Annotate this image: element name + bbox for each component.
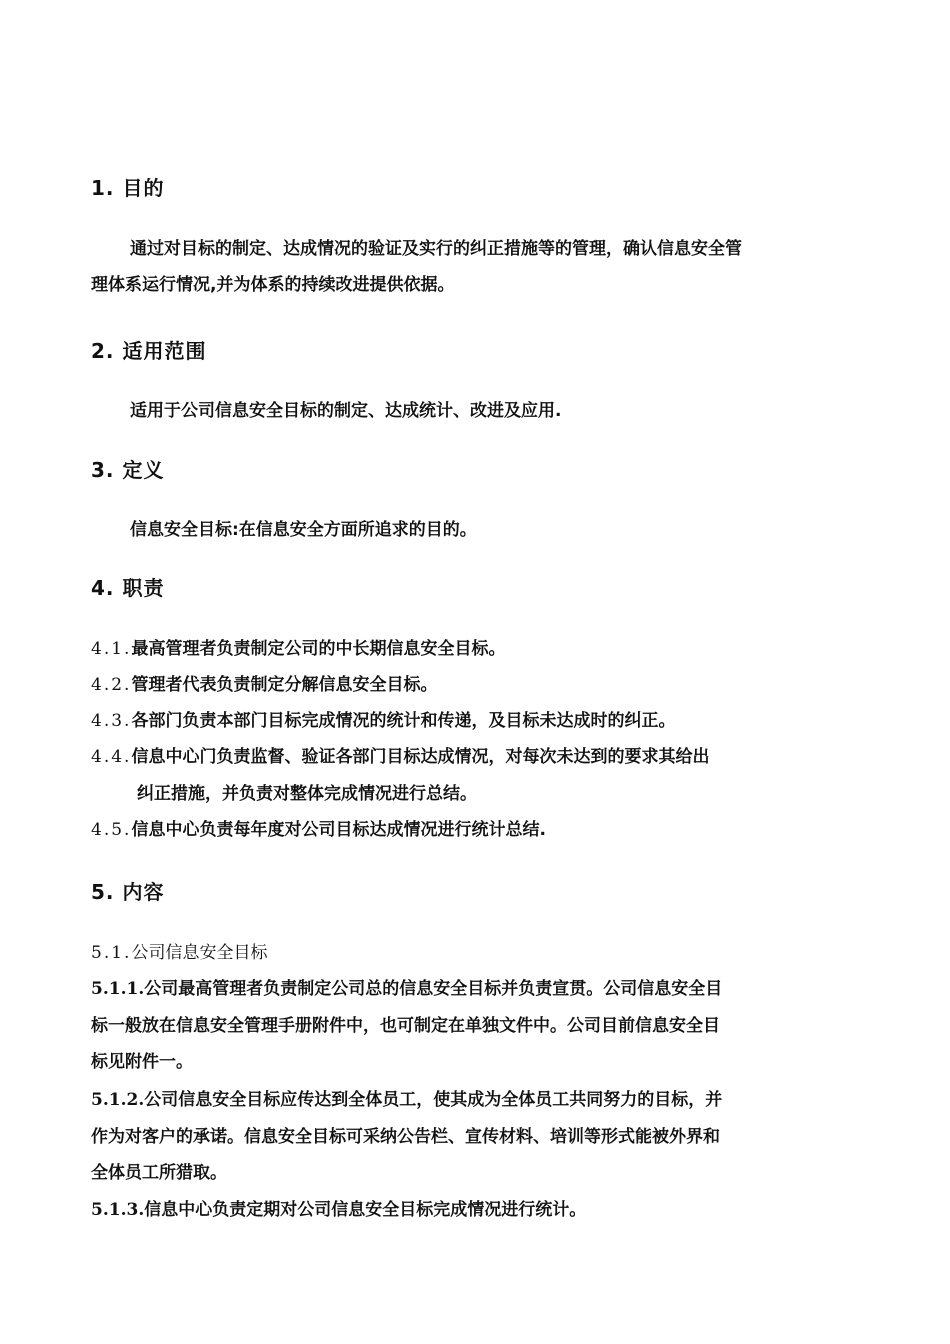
item-text: 公司信息安全目标应传达到全体员工，使其成为全体员工共同努力的目标，并	[144, 1090, 723, 1110]
item-number: 5.1.1.	[91, 979, 145, 999]
subsection-5-1	[91, 935, 267, 971]
item-text: 各部门负责本部门目标完成情况的统计和传递，及目标未达成时的纠正。	[131, 711, 676, 731]
item-text: 信息中心负责定期对公司信息安全目标完成情况进行统计。	[144, 1200, 587, 1220]
responsibility-item	[91, 631, 505, 667]
item-number: 5.1.2.	[91, 1090, 145, 1110]
item-number: 5.1.	[91, 943, 132, 963]
content-item-line	[91, 971, 722, 1007]
responsibility-item	[91, 739, 709, 775]
item-text: 最高管理者负责制定公司的中长期信息安全目标。	[131, 639, 506, 659]
section-1-heading: 1. 目的	[91, 176, 165, 200]
section-2-paragraph: 适用于公司信息安全目标的制定、达成统计、改进及应用.	[130, 401, 562, 421]
content-item-line: 标一般放在信息安全管理手册附件中，也可制定在单独文件中。公司目前信息安全目	[91, 1016, 720, 1036]
content-item-line: 标见附件一。	[91, 1052, 193, 1072]
section-1-paragraph-line-2: 理体系运行情况,并为体系的持续改进提供依据。	[91, 275, 455, 295]
section-5-heading: 5. 内容	[91, 880, 165, 904]
item-text: 公司最高管理者负责制定公司总的信息安全目标并负责宣贯。公司信息安全目	[144, 979, 723, 999]
item-number: 4.2.	[91, 675, 132, 695]
item-text: 信息中心门负责监督、验证各部门目标达成情况，对每次未达到的要求其给出	[131, 747, 710, 767]
item-number: 4.3.	[91, 711, 132, 731]
section-3-paragraph: 信息安全目标:在信息安全方面所追求的目的。	[130, 520, 477, 540]
responsibility-item	[91, 703, 675, 739]
section-1-paragraph-line-1: 通过对目标的制定、达成情况的验证及实行的纠正措施等的管理，确认信息安全管	[130, 239, 742, 259]
section-2-heading: 2. 适用范围	[91, 339, 207, 363]
section-4-heading: 4. 职责	[91, 576, 165, 600]
item-number: 5.1.3.	[91, 1200, 145, 1220]
item-number: 4.5.	[91, 820, 132, 840]
item-text: 信息中心负责每年度对公司目标达成情况进行统计总结.	[131, 820, 546, 840]
responsibility-item	[91, 667, 437, 703]
item-text: 公司信息安全目标	[131, 943, 268, 963]
content-item-line: 全体员工所猎取。	[91, 1163, 227, 1183]
content-item-line: 作为对客户的承诺。信息安全目标可采纳公告栏、宣传材料、培训等形式能被外界和	[91, 1127, 720, 1147]
content-item-line	[91, 1082, 722, 1118]
responsibility-item	[91, 812, 546, 848]
item-number: 4.1.	[91, 639, 132, 659]
content-item-line	[91, 1192, 586, 1228]
item-text: 管理者代表负责制定分解信息安全目标。	[131, 675, 438, 695]
section-3-heading: 3. 定义	[91, 458, 165, 482]
item-number: 4.4.	[91, 747, 132, 767]
responsibility-item-continuation: 纠正措施，并负责对整体完成情况进行总结。	[137, 784, 477, 804]
